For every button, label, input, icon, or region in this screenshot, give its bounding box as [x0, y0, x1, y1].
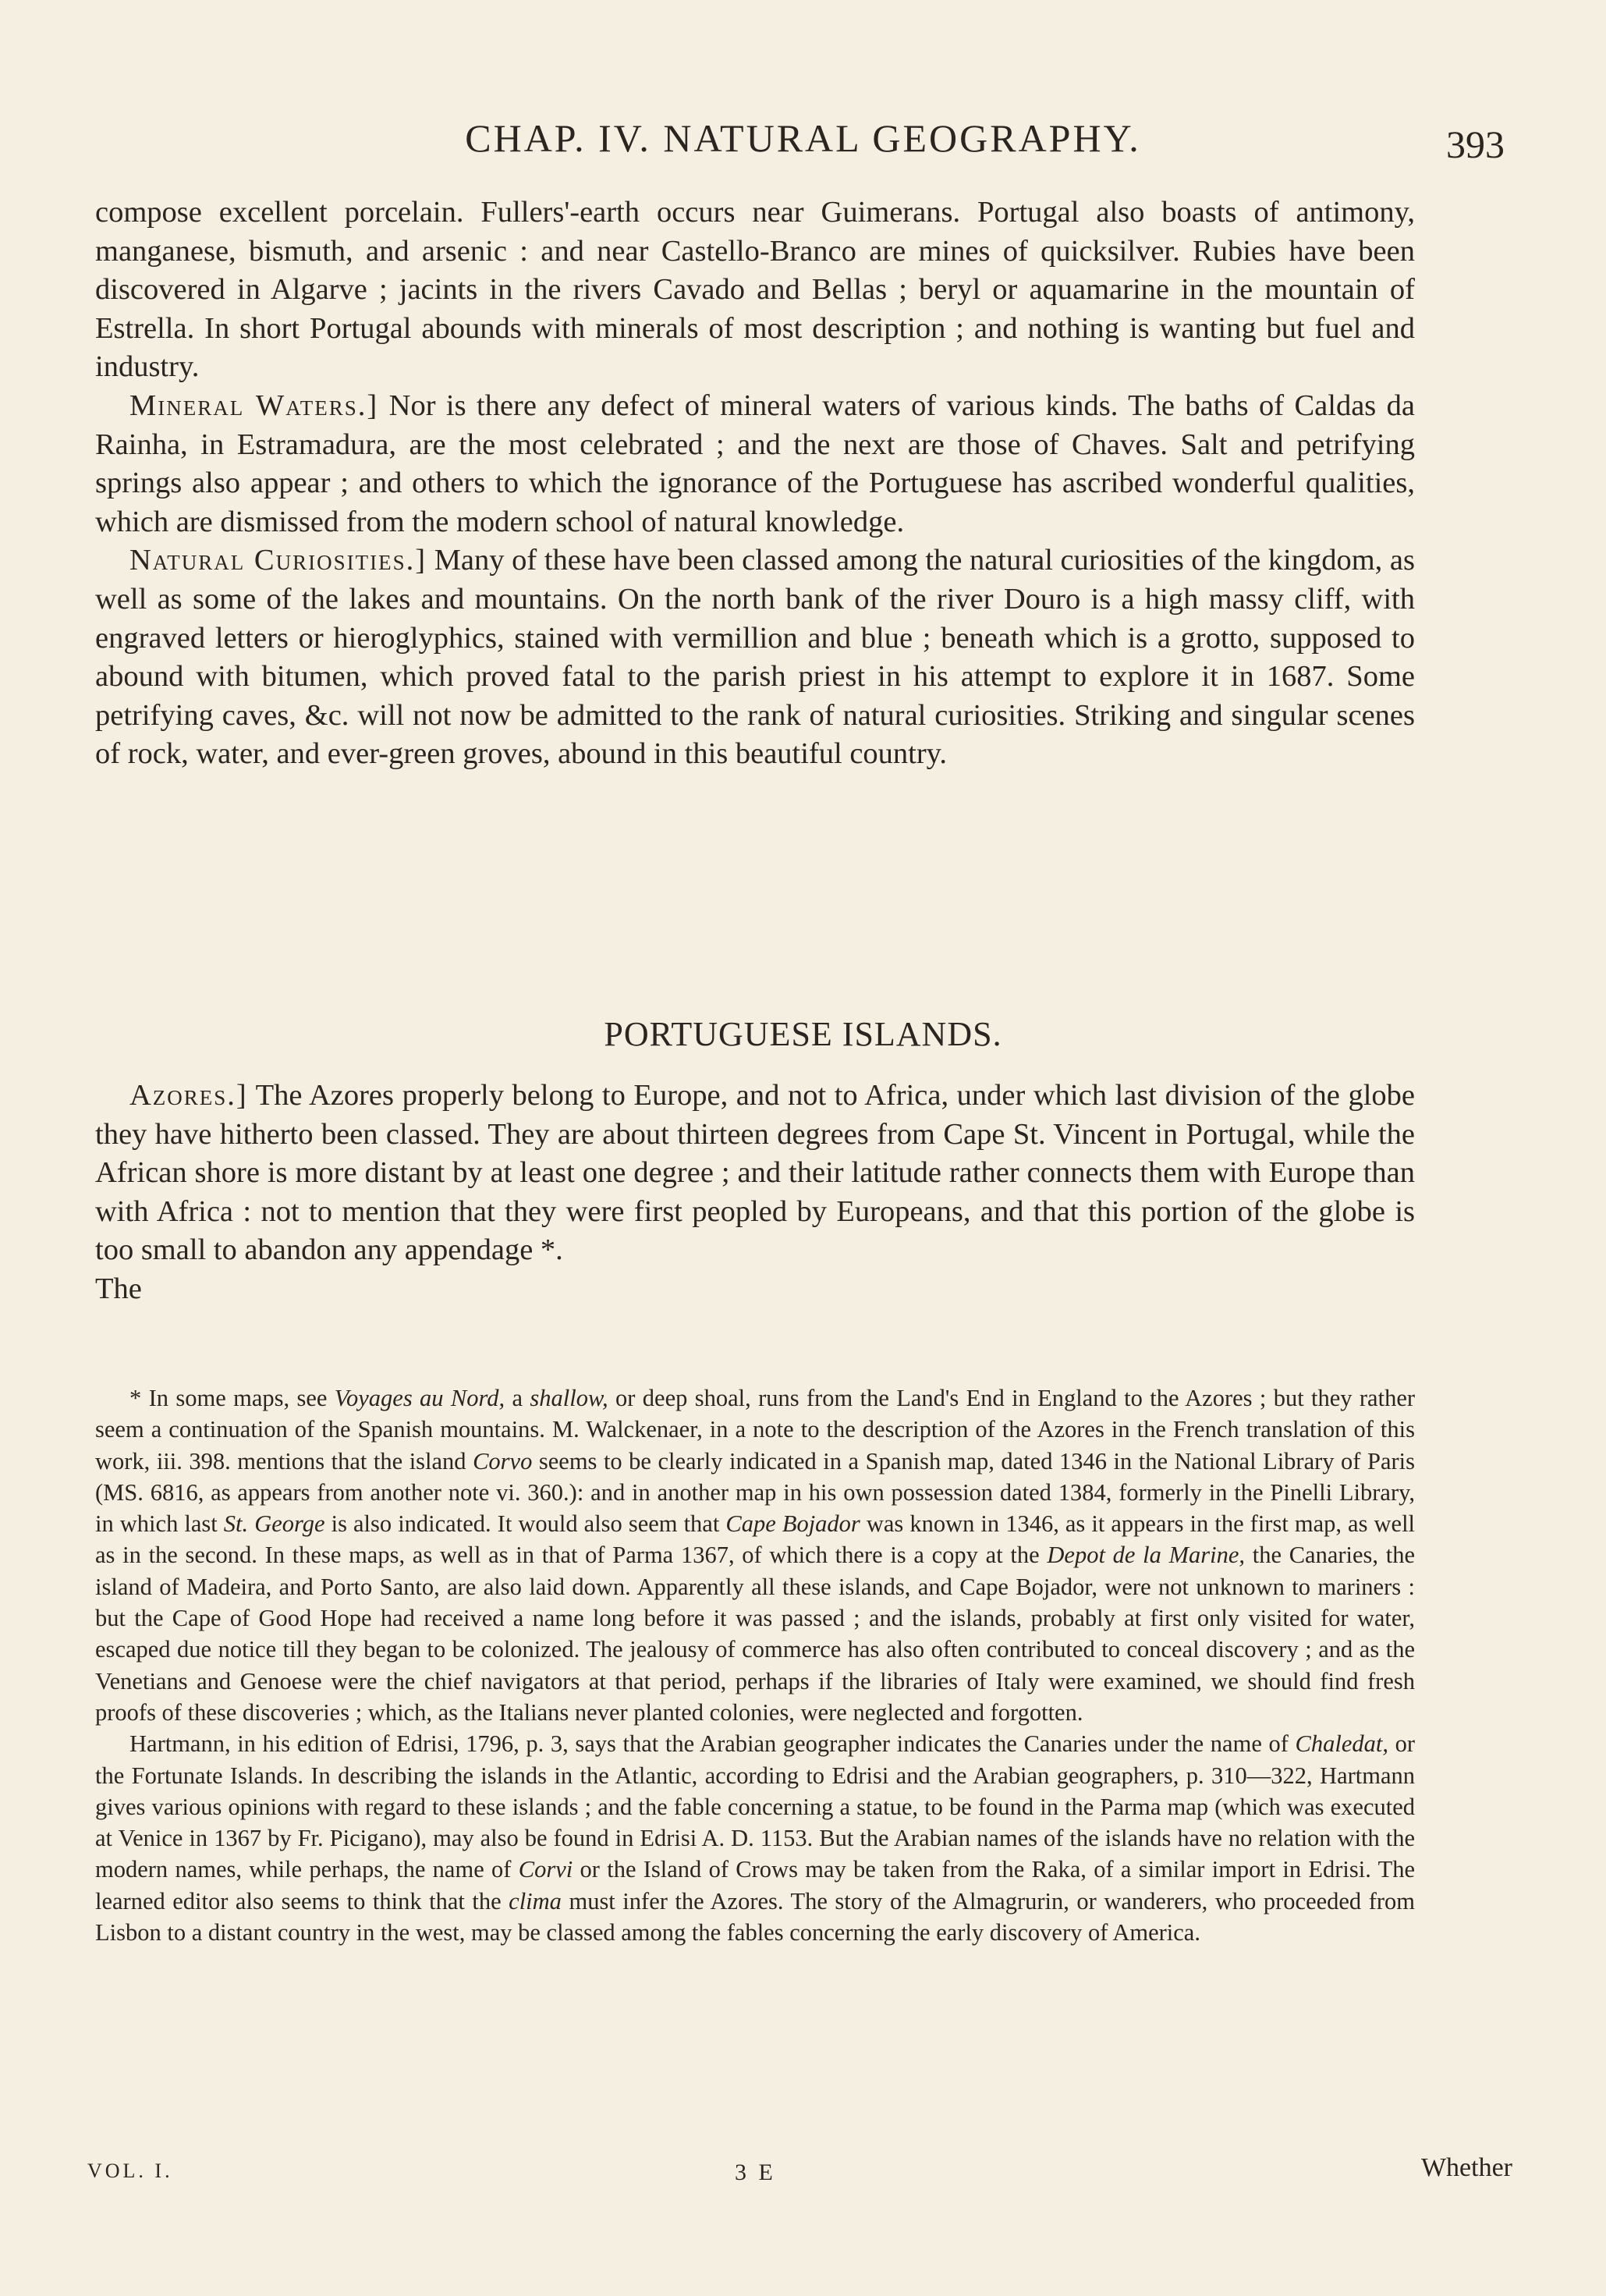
side-heading-natural-curiosities: Natural Curiosities.] — [129, 544, 427, 577]
fn1-text-m: the Canaries, the island of Madeira, and Porto Santo, are also laid down. Apparently all these islands, and Cape Bojador, were not unknown to mariners : but the Cape of Good Hope had received a name long before it was passed ; and the islands, probably at first only visited for water, escaped due notice till they began to be colonized. The jealousy of commerce has also often contributed to conceal discovery ; and as the Venetians and Genoese were the chief navigators at that period, perhaps if the libraries of Italy were examined, we should find fresh proofs of these discoveries ; which, as the Italians never planted colonies, were neglected and forgotten. — [95, 1542, 1416, 1726]
main-text — [95, 193, 1415, 774]
running-title: CHAP. IV. NATURAL GEOGRAPHY. — [465, 116, 1141, 160]
footnote-1 — [95, 1382, 1415, 1728]
fn1-italic-depot: Depot de la Marine, — [1047, 1542, 1245, 1569]
page-footer — [87, 2153, 1512, 2192]
catchword-the: The — [95, 1272, 142, 1305]
page-header — [94, 115, 1512, 166]
azores-text: The Azores properly belong to Europe, and not to Africa, under which last division of the globe they have hitherto been classed. They are about thirteen degrees from Cape St. Vincent in Portugal, while the African shore is more distant by at least one degree ; and their latitude rather connects them with Europe than with Africa : not to mention that they were first peopled by Europeans, and that this portion of the globe is too small to abandon any appendage *. — [95, 1079, 1415, 1267]
fn1-italic-voyages: Voyages au Nord, — [334, 1385, 505, 1411]
fn1-italic-shallow: shallow, — [530, 1385, 608, 1411]
mineral-waters-text: Nor is there any defect of mineral waters of various kinds. The baths of Caldas da Rainha, in Estramadura, are the most celebrated ; and the next are those of Chaves. Salt and petrifying springs also appear ; and others to which the ignorance of the Portuguese has ascribed wonderful qualities, which are dismissed from the modern school of natural knowledge. — [95, 389, 1416, 538]
azores-section — [95, 1077, 1415, 1309]
fn1-text-i: is also indicated. It would also seem that — [331, 1510, 720, 1538]
paragraph-porcelain: compose excellent porcelain. Fullers'-earth occurs near Guimerans. Portugal also boasts of antimony, manganese, bismuth, and arsenic : and near Castello-Branco are mines of quicksilver. Rubies have been discovered in Algarve ; jacints in the rivers Cavado and Bellas ; beryl or aquamarine in the mountain of Estrella. In short Portugal abounds with minerals of most description ; and nothing is wanting but fuel and industry. — [95, 196, 1415, 384]
fn1-italic-st-george: St. George — [223, 1510, 325, 1538]
fn2-text-e: or the Island of Crows may be taken from the Raka, of a similar import in Edrisi. The learned editor also seems to think that the — [95, 1856, 1416, 1915]
fn2-text-c: or the Fortunate Islands. In describing the islands in the Atlantic, according to Edrisi and the Arabian geographers, p. 310—322, Hartmann gives various opinions with regard to these islands ; and the fable concerning a statue, to be found in the Parma map (which was executed at Venice in 1367 by Fr. Picigano), may also be found in Edrisi A. D. 1153. But the Arabian names of the islands have no relation with the modern names, while perhaps, the name of — [95, 1730, 1416, 1883]
fn1-text-g: seems to be clearly indicated in a Spanish map, dated 1346 in the National Library of Paris (MS. 6816, as appears from another note vi. 360.): and in another map in his own possession dated 1384, formerly in the Pinelli Library, in which last — [95, 1447, 1415, 1538]
section-heading: PORTUGUESE ISLANDS. — [604, 1015, 1002, 1053]
fn1-italic-cape-bojador: Cape Bojador — [725, 1510, 860, 1538]
paragraph-azores — [95, 1077, 1415, 1270]
paragraph-mineral-waters — [95, 387, 1415, 541]
footnotes — [95, 1382, 1415, 1948]
fn1-text-a: * In some maps, see — [129, 1385, 328, 1411]
fn1-text-e: or deep shoal, runs from the Land's End in England to the Azores ; but they rather seem a continuation of the Spanish mountains. M. Walckenaer, in a note to the description of the Azores in the French translation of this work, iii. 398. mentions that the island — [95, 1385, 1416, 1474]
side-heading-mineral-waters: Mineral Waters.] — [129, 389, 379, 422]
volume-label: VOL. I. — [87, 2159, 173, 2182]
signature-mark: 3 E — [735, 2159, 776, 2185]
fn2-italic-chaledat: Chaledat, — [1295, 1730, 1388, 1758]
fn1-text-c: a — [512, 1385, 523, 1411]
fn2-italic-corvi: Corvi — [518, 1856, 573, 1883]
paragraph-natural-curiosities — [95, 541, 1415, 774]
side-heading-azores: Azores.] — [129, 1079, 248, 1112]
fn2-italic-clima: clima — [509, 1887, 562, 1915]
page-number: 393 — [1446, 122, 1505, 166]
catchword-whether: Whether — [1420, 2153, 1512, 2182]
fn2-text-a: Hartmann, in his edition of Edrisi, 1796, p. 3, says that the Arabian geographer indicates the Canaries under the name of — [129, 1730, 1289, 1758]
natural-curiosities-text: Many of these have been classed among the natural curiosities of the kingdom, as well as some of the lakes and mountains. On the north bank of the river Douro is a high massy cliff, with engraved letters or hieroglyphics, stained with vermillion and blue ; beneath which is a grotto, supposed to abound with bitumen, which proved fatal to the parish priest in his attempt to explore it in 1687. Some petrifying caves, &c. will not now be admitted to the rank of natural curiosities. Striking and singular scenes of rock, water, and ever-green groves, abound in this beautiful country. — [95, 544, 1415, 771]
footnote-2 — [95, 1728, 1415, 1948]
fn1-text-k: was known in 1346, as it appears in the first map, as well as in the second. In these maps, as well as in that of Parma 1367, of which there is a copy at the — [95, 1510, 1416, 1569]
fn2-text-g: must infer the Azores. The story of the Almagrurin, or wanderers, who proceeded from Lisbon to a distant country in the west, may be classed among the fables concerning the early discovery of America. — [95, 1887, 1415, 1946]
fn1-italic-corvo: Corvo — [473, 1447, 533, 1474]
